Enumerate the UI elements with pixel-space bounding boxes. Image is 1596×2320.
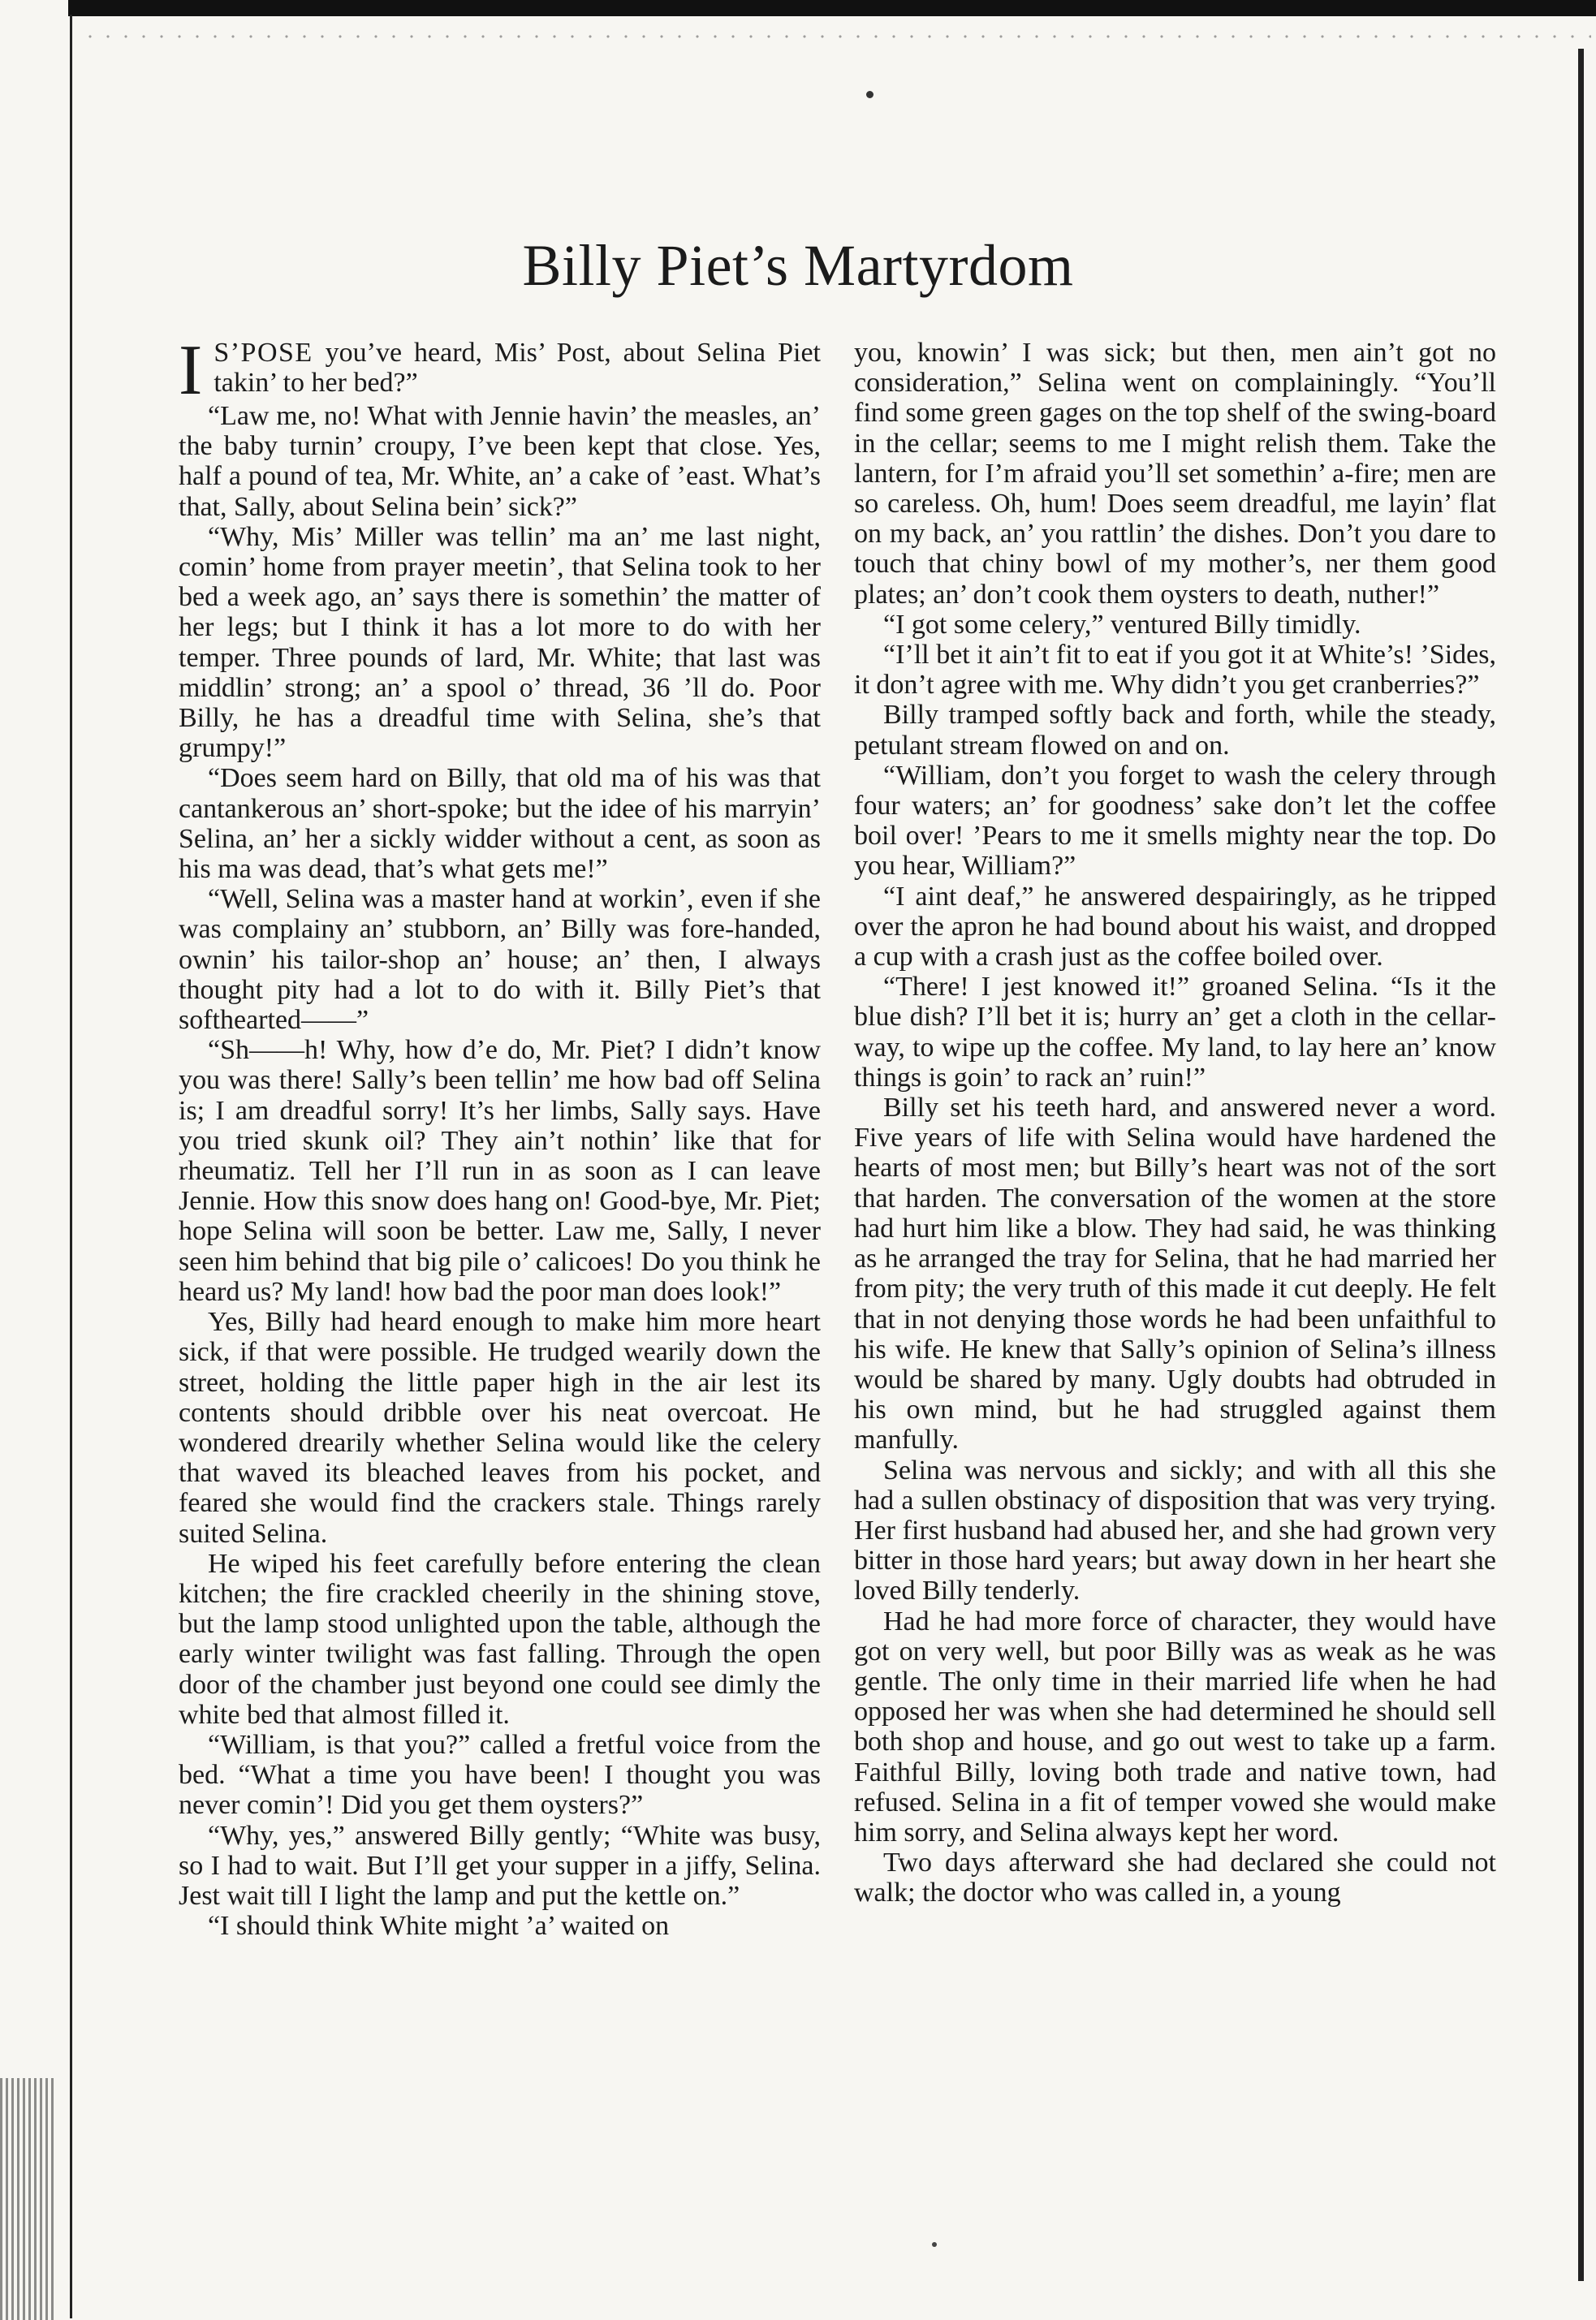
- right-column: [854, 338, 1496, 1908]
- paragraph: “William, don’t you forget to wash the celery through four waters; an’ for goodness’ sake don’t let the coffee boil over! ’Pears to me it smells mighty near the top. Do you hear, William?”: [854, 760, 1496, 882]
- left-page-edge: [0, 0, 78, 2320]
- footer-dot: [932, 2242, 937, 2247]
- paragraph: Billy tramped softly back and forth, while the steady, petulant stream flowed on and on.: [854, 700, 1496, 761]
- paragraph: “Well, Selina was a master hand at workin’, even if she was complainy an’ stubborn, an’ Billy was fore-handed, ownin’ his tailor-shop an’ house; an’ then, I always thought pity had a lot to do with it. Billy Piet’s that softhearted——”: [179, 884, 821, 1036]
- opening-paragraph: [179, 331, 821, 410]
- paragraph: Had he had more force of character, they would have got on very well, but poor Billy was as weak as he was gentle. The only time in their married life when he had opposed her was when she had determined he should sell both shop and house, and go out west to take up a farm. Faithful Billy, loving both trade and native town, had refused. Selina in a fit of temper vowed she would make him sorry, and Selina always kept her word.: [854, 1606, 1496, 1848]
- paragraph: “Does seem hard on Billy, that old ma of his was that cantankerous an’ short-spoke; but the idee of his marryin’ Selina, an’ her a sickly widder without a cent, as soon as his ma was dead, that’s what gets me!”: [179, 763, 821, 885]
- paragraph: Yes, Billy had heard enough to make him more heart sick, if that were possible. He trudged wearily down the street, holding the little paper high in the air lest its contents should dribble over his neat overcoat. He wondered drearily whether Selina would like the celery that waved its bleached leaves from his pocket, and feared she would find the crackers stale. Things rarely suited Selina.: [179, 1307, 821, 1549]
- left-column: [179, 331, 821, 1942]
- paragraph-continued: you, knowin’ I was sick; but then, men ain’t got no consideration,” Selina went on complainingly. “You’ll find some green gages on the top shelf of the swing-board in the cellar; seems to me I might relish them. Take the lantern, for I’m afraid you’ll set somethin’ a-fire; men are so careless. Oh, hum! Does seem dreadful, me layin’ flat on my back, an’ you rattlin’ the dishes. Don’t you dare to touch that chiny bowl of my mother’s, ner them good plates; an’ don’t cook them oysters to death, nuther!”: [854, 338, 1496, 610]
- top-rule: [68, 0, 1596, 16]
- left-edge-line: [70, 15, 72, 2318]
- paragraph: “Why, yes,” answered Billy gently; “White was busy, so I had to wait. But I’ll get your supper in a jiffy, Selina. Jest wait till I light the lamp and put the kettle on.”: [179, 1820, 821, 1911]
- paragraph: [214, 338, 821, 401]
- paragraph: “Why, Mis’ Miller was tellin’ ma an’ me last night, comin’ home from prayer meetin’, that Selina took to her bed a week ago, an’ says there is somethin’ the matter of her legs; but I think it has a lot more to do with her temper. Three pounds of lard, Mr. White; that last was middlin’ strong; an’ a spool o’ thread, 36 ’ll do. Poor Billy, he has a dreadful time with Selina, she’s that grumpy!”: [179, 521, 821, 764]
- article-title: Billy Piet’s Martyrdom: [522, 233, 1074, 298]
- paragraph: “I’ll bet it ain’t fit to eat if you got it at White’s! ’Sides, it don’t agree with me. Why didn’t you get cranberries?”: [854, 640, 1496, 701]
- drop-cap: I: [179, 331, 203, 410]
- paragraph: Billy set his teeth hard, and answered never a word. Five years of life with Selina would have hardened the hearts of most men; but Billy’s heart was not of the sort that harden. The conversation of the women at the store had hurt him like a blow. They had said, he was thinking as he arranged the tray for Selina, that he had married her from pity; the very truth of this made it cut deeply. He felt that in not denying those words he had been unfaithful to his wife. He knew that Sally’s opinion of Selina’s illness would be shared by many. Ugly doubts had obtruded in his own mind, but he had struggled against them manfully.: [854, 1093, 1496, 1455]
- paragraph: “Law me, no! What with Jennie havin’ the measles, an’ the baby turnin’ croupy, I’ve been kept that close. Yes, half a pound of tea, Mr. White, an’ a cake of ’east. What’s that, Sally, about Selina bein’ sick?”: [179, 401, 821, 522]
- ornament-dot: [866, 91, 873, 98]
- paragraph: Two days afterward she had declared she could not walk; the doctor who was called in, a young: [854, 1848, 1496, 1908]
- paragraph: “Sh——h! Why, how d’e do, Mr. Piet? I didn’t know you was there! Sally’s been tellin’ me how bad off Selina is; I am dreadful sorry! It’s her limbs, Sally says. Have you tried skunk oil? They ain’t nothin’ like that for rheumatiz. Tell her I’ll run in as soon as I can leave Jennie. How this snow does hang on! Good-bye, Mr. Piet; hope Selina will soon be better. Law me, Sally, I never seen him behind that big pile o’ calicoes! Do you think he heard us? My land! how bad the poor man does look!”: [179, 1035, 821, 1307]
- paragraph: “I should think White might ’a’ waited on: [208, 1911, 670, 1942]
- paragraph: He wiped his feet carefully before entering the clean kitchen; the fire crackled cheerily in the shining stove, but the lamp stood unlighted upon the table, although the early winter twilight was fast falling. Through the open door of the chamber just beyond one could see dimly the white bed that almost filled it.: [179, 1548, 821, 1730]
- paragraph: Selina was nervous and sickly; and with all this she had a sullen obstinacy of disposition that was very trying. Her first husband had abused her, and she had grown very bitter in those hard years; but away down in her heart she loved Billy tenderly.: [854, 1455, 1496, 1606]
- right-page-edge: [1578, 49, 1584, 2281]
- paragraph: “I aint deaf,” he answered despairingly, as he tripped over the apron he had bound about his waist, and dropped a cup with a crash just as the coffee boiled over.: [854, 881, 1496, 972]
- paragraph: “William, is that you?” called a fretful voice from the bed. “What a time you have been! I thought you was never comin’! Did you get them oysters?”: [179, 1729, 821, 1821]
- paragraph: “I got some celery,” ventured Billy timidly.: [883, 609, 1361, 640]
- left-edge-fray: [0, 2078, 57, 2320]
- paragraph-text: you’ve heard, Mis’ Post, about Selina Piet takin’ to her bed?”: [214, 338, 821, 399]
- scan-specks: [81, 32, 1591, 41]
- paragraph: “There! I jest knowed it!” groaned Selina. “Is it the blue dish? I’ll bet it is; hurry an’ get a cloth in the cellar-way, to wipe up the coffee. My land, to lay here an’ know things is goin’ to rack an’ ruin!”: [854, 972, 1496, 1093]
- opening-words: S’POSE: [214, 338, 313, 368]
